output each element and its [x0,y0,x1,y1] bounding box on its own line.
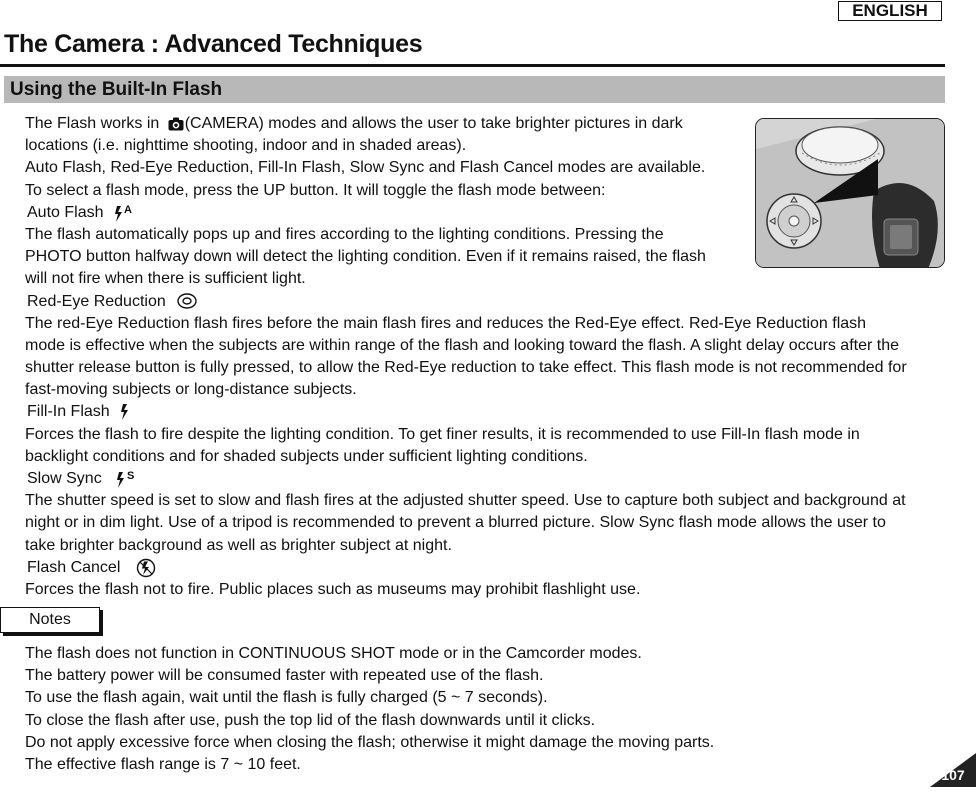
note-item: To close the flash after use, push the top lid of the flash downwards until it clicks. [25,711,596,729]
mode-description-line: take brighter background as well as brighter subject at night. [25,536,452,554]
notes-list [25,643,714,776]
mode-description-line: Forces the flash not to fire. Public places such as museums may prohibit flashlight use. [25,580,641,598]
mode-heading-fill-in: Fill-In Flash [25,401,945,423]
fill-in-flash-icon [120,402,134,422]
notes-label: Notes [0,607,100,633]
chapter-divider [0,64,945,67]
section-header [4,76,945,103]
mode-heading-auto-flash: Auto Flash A [25,202,945,224]
note-item: To use the flash again, wait until the flash is fully charged (5 ~ 7 seconds). [25,689,548,707]
mode-heading-flash-cancel: Flash Cancel [25,557,945,579]
body-text [25,113,945,601]
note-item: The battery power will be consumed faster with repeated use of the flash. [25,667,544,685]
mode-heading-slow-sync: Slow Sync S [25,468,945,490]
red-eye-reduction-icon [176,292,198,310]
auto-flash-icon [114,203,136,223]
intro-line: The Flash works in (CAMERA) modes and allows the user to take brighter pictures in dark [25,115,683,132]
note-item: The flash does not function in CONTINUOUS SHOT mode or in the Camcorder modes. [25,645,642,662]
note-item: Do not apply excessive force when closing the flash; otherwise it might damage the moving parts. [25,733,715,751]
mode-description-line: The shutter speed is set to slow and flash fires at the adjusted shutter speed. Use to capture both subject and background at [25,492,906,510]
mode-description-line: night or in dim light. Use of a tripod is recommended to prevent a blurred picture. Slow Sync flash mode allows the user to [25,514,886,532]
slow-sync-flash-icon [116,469,140,489]
slow-sync-badge: S [127,469,135,482]
intro-line: To select a flash mode, press the UP button. It will toggle the flash mode between: [25,181,606,199]
flash-cancel-icon [135,558,157,578]
mode-description-line: The red-Eye Reduction flash fires before the main flash fires and reduces the Red-Eye effect. Red-Eye Reduction flash [25,314,867,332]
mode-description-line: PHOTO button halfway down will detect the lighting condition. Even if it remains raised, the flash [25,248,706,266]
auto-flash-badge: A [123,203,132,216]
intro-line: Auto Flash, Red-Eye Reduction, Fill-In Flash, Slow Sync and Flash Cancel modes are available. [25,159,706,177]
page-number-badge [930,753,976,787]
page-number: 107 [941,767,965,783]
camera-icon [168,117,184,131]
mode-description-line: shutter release button is fully pressed, to allow the Red-Eye reduction to take effect. This flash mode is not recommended for [25,359,907,377]
section-title: Using the Built-In Flash [10,79,223,100]
mode-heading-red-eye: Red-Eye Reduction [25,291,945,313]
intro-line: locations (i.e. nighttime shooting, indoor and in shaded areas). [25,137,467,155]
mode-description-line: fast-moving subjects or long-distance subjects. [25,381,357,399]
mode-description-line: Forces the flash to fire despite the lighting condition. To get finer results, it is recommended to use Fill-In flash mode in [25,425,860,443]
mode-description-line: The flash automatically pops up and fires according to the lighting conditions. Pressing the [25,225,664,243]
mode-description-line: backlight conditions and for shaded subjects under sufficient lighting conditions. [25,447,588,465]
language-label: ENGLISH [838,1,942,21]
chapter-title: The Camera : Advanced Techniques [4,30,423,58]
mode-description-line: will not fire when there is sufficient light. [25,270,306,288]
mode-description-line: mode is effective when the subjects are within range of the flash and looking toward the flash. A slight delay occurs after the [25,336,899,354]
note-item: The effective flash range is 7 ~ 10 feet. [25,755,301,773]
